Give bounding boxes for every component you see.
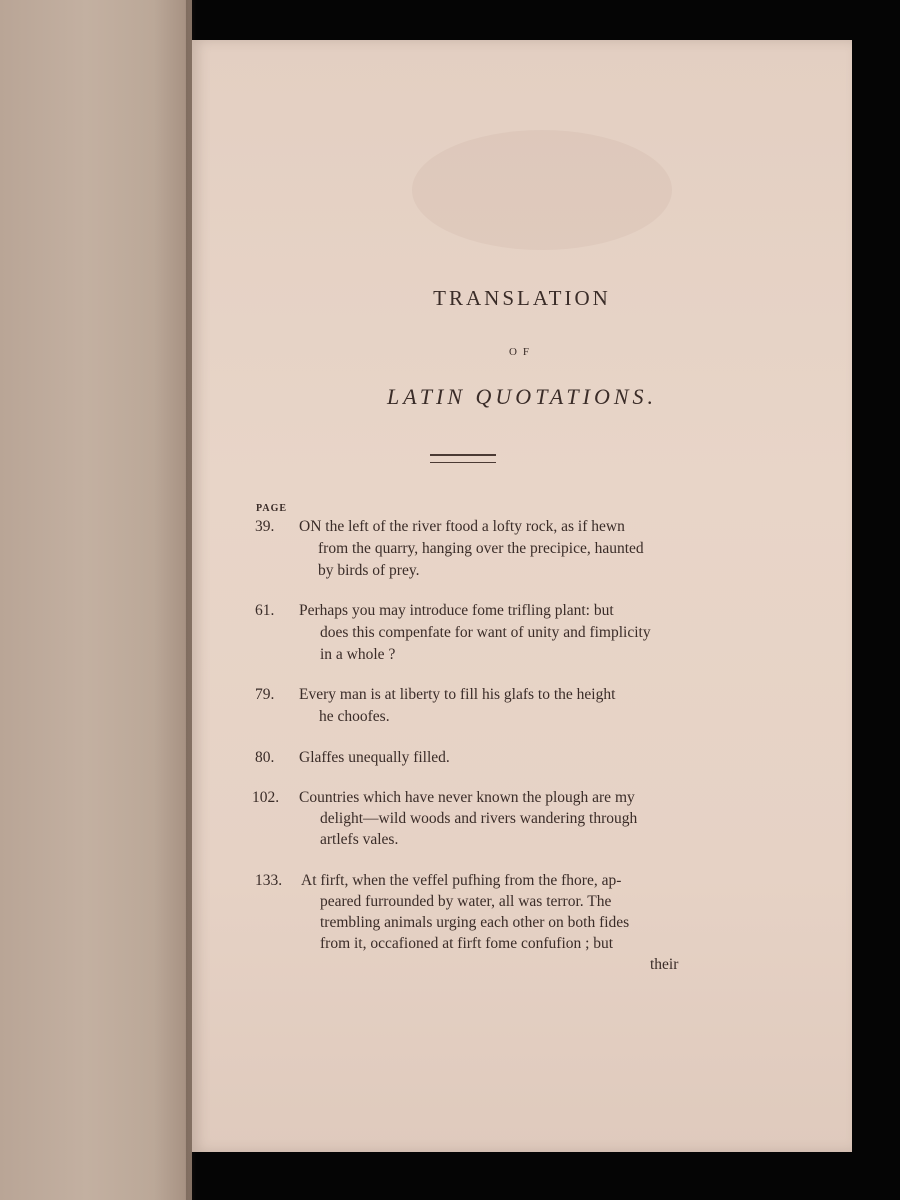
- entry-line: does this compenfate for want of unity and fimplicity: [320, 624, 651, 641]
- entry-line: by birds of prey.: [318, 562, 420, 579]
- entry-line: from it, occafioned at firft fome confufion ; but: [320, 935, 614, 952]
- page-column-label: PAGE: [256, 503, 288, 514]
- entry-line: Glaffes unequally filled.: [299, 749, 450, 766]
- entry-line: peared furrounded by water, all was terror. The: [320, 893, 612, 910]
- entry-line: in a whole ?: [320, 646, 396, 663]
- show-through-stain: [412, 130, 672, 250]
- entry-line: from the quarry, hanging over the precipice, haunted: [318, 540, 644, 557]
- entry-page-number: 61.: [255, 602, 275, 619]
- entry-line: delight—wild woods and rivers wandering through: [320, 810, 638, 827]
- entry-catchword: their: [650, 956, 679, 973]
- page-title: TRANSLATION: [433, 286, 611, 310]
- book-page: [192, 40, 852, 1152]
- entry-line: ON the left of the river ftood a lofty rock, as if hewn: [299, 518, 625, 535]
- entry-line: At firft, when the veffel pufhing from the fhore, ap-: [301, 872, 622, 889]
- entry-line: Every man is at liberty to fill his glafs to the height: [299, 686, 616, 703]
- entry-line: Perhaps you may introduce fome trifling plant: but: [299, 602, 614, 619]
- entry-page-number: 80.: [255, 749, 275, 766]
- page-subtitle: LATIN QUOTATIONS.: [386, 384, 658, 409]
- title-connector: OF: [508, 346, 536, 358]
- entry-line: trembling animals urging each other on both fides: [320, 914, 630, 931]
- entry-page-number: 39.: [255, 518, 275, 535]
- entry-page-number: 133.: [255, 872, 283, 889]
- entry-line: Countries which have never known the plough are my: [299, 789, 635, 806]
- entry-line: he choofes.: [319, 708, 390, 725]
- title-divider: [430, 454, 496, 463]
- entry-page-number: 79.: [255, 686, 275, 703]
- facing-page: [0, 0, 192, 1200]
- entry-page-number: 102.: [252, 789, 280, 806]
- entry-line: artlefs vales.: [320, 831, 399, 848]
